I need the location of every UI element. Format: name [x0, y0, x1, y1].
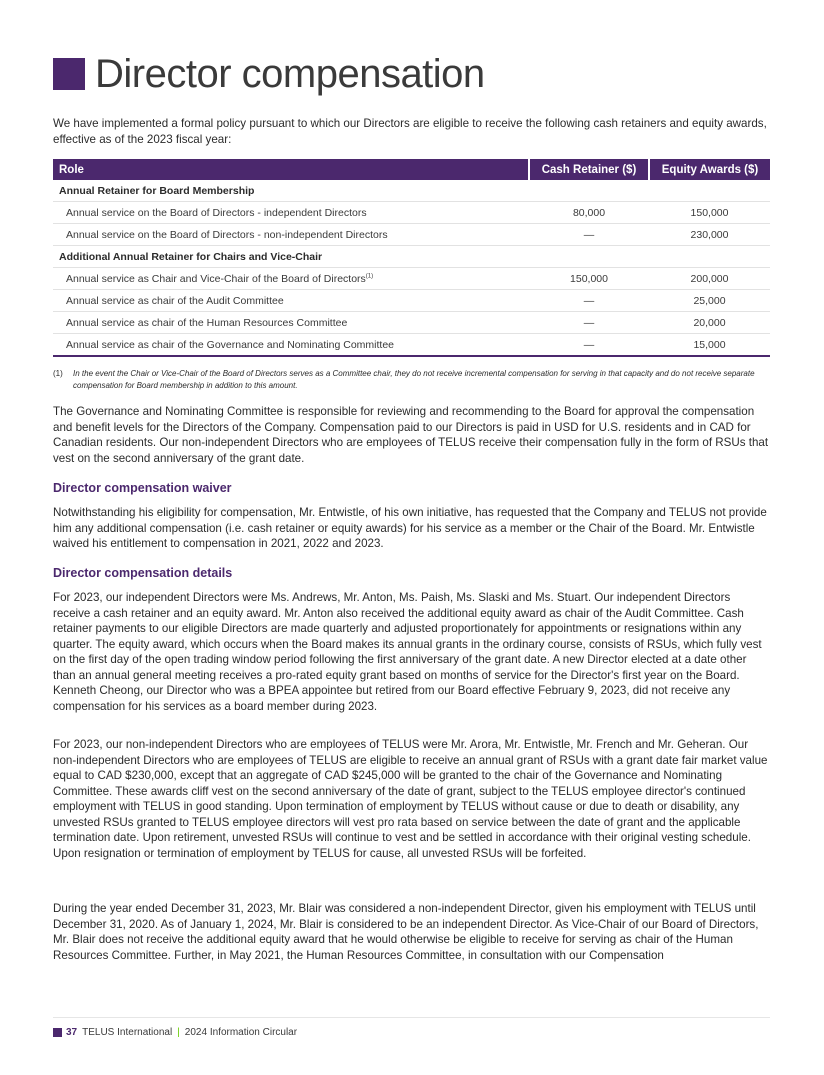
row-label: [53, 268, 529, 290]
row-cash: 80,000: [529, 202, 649, 224]
waiver-paragraph: Notwithstanding his eligibility for compensation, Mr. Entwistle, of his own initiative, has requested that the Company and TELUS not provide him any additional compensation (i.e. cash retainer or equity awards) for his service as a member or the Chair of the Board. Mr. Entwistle waived his entitlement to compensation in 2021, 2022 and 2023.: [53, 506, 767, 550]
title-square-icon: [53, 58, 85, 90]
details-paragraph-1: For 2023, our independent Directors were Ms. Andrews, Mr. Anton, Ms. Paish, Ms. Slaski and Ms. Stuart. Our independent Directors receive a cash retainer and an equity award. Mr. Anton also received the additional equity award as chair of the Audit Committee. Cash retainer payments to our eligible Directors are made quarterly and adjusted proportionately for appointments or resignations within any quarter. The equity award, which occurs when the Board makes its annual grants in the ordinary course, consists of RSUs, which fully vest on the first day of the open trading window period following the first anniversary of the grant date. A new Director elected at a date other than an annual general meeting receives a pro-rated equity grant based on months of service for the Director's first year on the Board. Kenneth Cheong, our Director who was a BPEA appointee but retired from our Board effective February 9, 2023, did not receive any compensation for his services as a board member during 2023.: [53, 591, 762, 713]
page-number: 37: [66, 1027, 78, 1038]
header-role: Role: [53, 159, 529, 180]
row-label: Annual service on the Board of Directors - independent Directors: [53, 202, 529, 224]
row-equity: 15,000: [649, 334, 770, 357]
row-equity: 150,000: [649, 202, 770, 224]
compensation-table: [53, 159, 770, 357]
row-cash: —: [529, 312, 649, 334]
footer-separator: |: [177, 1027, 180, 1038]
footer-square-icon: [53, 1028, 62, 1037]
row-equity: 20,000: [649, 312, 770, 334]
table-row: [53, 224, 770, 246]
details-paragraph-2: For 2023, our non-independent Directors who are employees of TELUS were Mr. Arora, Mr. Entwistle, Mr. French and Mr. Geheran. Our non-independent Directors who are employees of TELUS are eligible to receive an annual grant of RSUs with a grant date fair market value equal to CAD $230,000, except that an aggregate of CAD $245,000 will be granted to the chair of the Governance and Nominating Committee. These awards cliff vest on the second anniversary of the date of grant, subject to the TELUS employee director's continued employment with TELUS in good standing. Upon termination of employment by TELUS without cause or due to death or disability, any unvested RSUs granted to TELUS employee directors will vest pro rata based on service between the date of grant and the applicable termination date. Upon retirement, unvested RSUs will continue to vest and be settled in accordance with their original vesting schedule. Upon resignation or termination of employment by TELUS for cause, all unvested RSUs will be forfeited.: [53, 738, 768, 860]
table-header-row: [53, 159, 770, 180]
row-cash: 150,000: [529, 268, 649, 290]
page-title: Director compensation: [95, 52, 485, 96]
footnote-text: In the event the Chair or Vice-Chair of the Board of Directors serves as a Committee chair, they do not receive incremental compensation for serving in that capacity and do not receive separate compensation for Board membership in addition to this amount.: [73, 369, 755, 390]
header-equity-awards: Equity Awards ($): [649, 159, 770, 180]
row-cash: —: [529, 224, 649, 246]
footnote: [53, 368, 770, 392]
footnote-ref: (1): [365, 273, 374, 279]
row-equity: 230,000: [649, 224, 770, 246]
table-row: [53, 290, 770, 312]
header-cash-retainer: Cash Retainer ($): [529, 159, 649, 180]
table-row: [53, 334, 770, 357]
row-label: Annual service on the Board of Directors - non-independent Directors: [53, 224, 529, 246]
row-label-text: Annual service as Chair and Vice-Chair of the Board of Directors: [66, 272, 366, 285]
row-equity: 25,000: [649, 290, 770, 312]
waiver-heading: Director compensation waiver: [53, 481, 232, 495]
row-label: Annual service as chair of the Human Resources Committee: [53, 312, 529, 334]
footer-divider: [53, 1017, 770, 1018]
table-row: [53, 312, 770, 334]
table-row: [53, 202, 770, 224]
row-equity: 200,000: [649, 268, 770, 290]
footer-company: TELUS International: [82, 1027, 173, 1038]
table-section-row: [53, 180, 770, 202]
footer: [53, 1027, 297, 1038]
governance-paragraph: The Governance and Nominating Committee is responsible for reviewing and recommending to the Board for approval the compensation and benefit levels for the Directors of the Company. Compensation paid to our Directors is paid in USD for U.S. residents and in CAD for Canadian residents. Our non-independent Directors who are employees of TELUS receive their compensation fully in the form of RSUs that vest on the second anniversary of the grant date.: [53, 405, 769, 465]
details-paragraph-3: During the year ended December 31, 2023, Mr. Blair was considered a non-independent Director, given his employment with TELUS until December 31, 2020. As of January 1, 2024, Mr. Blair is considered to be an independent Director. As Vice-Chair of our Board of Directors, Mr. Blair does not receive the additional equity award that he would otherwise be eligible to receive for serving as chair of the Human Resources Committee. Further, in May 2021, the Human Resources Committee, in consultation with our Compensation: [53, 902, 759, 962]
row-label: Annual service as chair of the Audit Committee: [53, 290, 529, 312]
row-cash: —: [529, 290, 649, 312]
table-row: [53, 268, 770, 290]
section-title: Additional Annual Retainer for Chairs and Vice-Chair: [53, 246, 770, 268]
footer-document: 2024 Information Circular: [184, 1027, 298, 1038]
title-row: [53, 52, 485, 96]
details-heading: Director compensation details: [53, 566, 233, 580]
row-cash: —: [529, 334, 649, 357]
footnote-number: (1): [53, 369, 63, 378]
row-label: Annual service as chair of the Governance and Nominating Committee: [53, 334, 529, 357]
table-section-row: [53, 246, 770, 268]
intro-paragraph: We have implemented a formal policy pursuant to which our Directors are eligible to receive the following cash retainers and equity awards, effective as of the 2023 fiscal year:: [53, 117, 767, 146]
section-title: Annual Retainer for Board Membership: [53, 180, 770, 202]
